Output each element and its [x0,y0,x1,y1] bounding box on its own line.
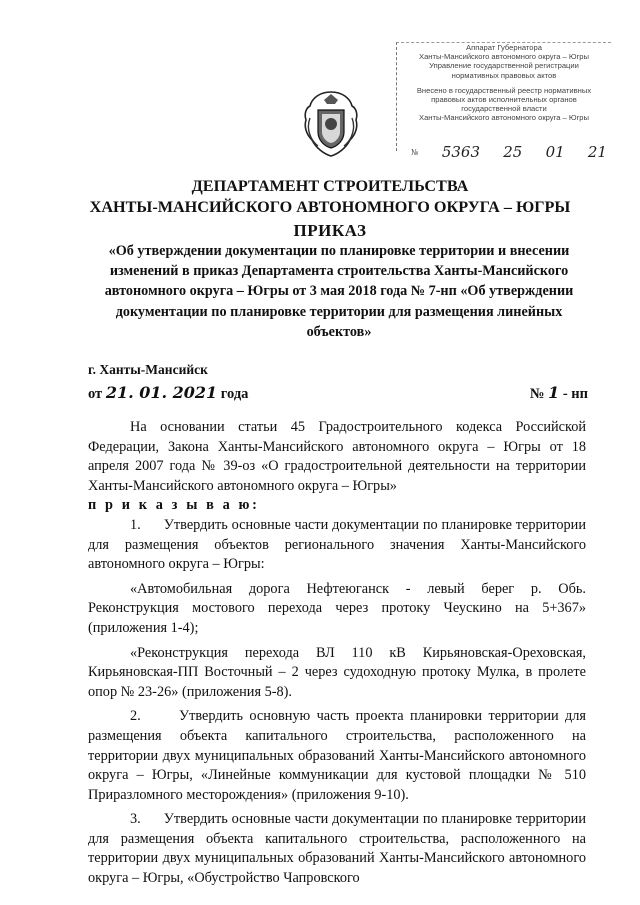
order-body [88,418,586,889]
stamp-line: государственной власти [461,104,547,114]
stamp-line: Внесено в государственный реестр нормативных [416,85,592,95]
stamp-registration-number [411,142,607,161]
stamp-day: 25 [503,142,523,161]
registration-stamp [396,42,611,161]
stamp-year: 21 [587,142,607,161]
date-prefix: от [88,386,103,402]
stamp-number-prefix: № [411,147,419,157]
item-1: 1. Утвердить основные части документации по планировке территории для размещения объектов регионального значения Ханты-Мансийского автономного округа – Югры: [88,516,586,573]
order-number [530,383,588,403]
order-word: п р и к а з ы в а ю: [88,497,260,514]
item-2: 2. Утвердить основную часть проекта планировки территории для размещения объекта капитального строительства, расположенного на территории двух муниципальных образований Ханты-Мансийского автономного округа – Югры, «Линейные коммуникации для кустовой площадки № 510 Приразломного месторождения» (приложения 9-10). [88,708,586,803]
city: г. Ханты-Мансийск [88,362,208,377]
item-3: 3. Утвердить основные части документации по планировке территории для размещения объекта капитального строительства, расположенного на территории двух муниципальных образований Ханты-Мансийского автономного округа – Югры, «Обустройство Чапровского [88,811,586,887]
date-suffix: года [220,386,249,402]
department-line-1: ДЕПАРТАМЕНТ СТРОИТЕЛЬСТВА [191,177,469,195]
item-1-b: «Реконструкция перехода ВЛ 110 кВ Кирьяновская-Ореховская, Кирьяновская-ПП Восточный – 2 через судоходную протоку Мулка, в пролете опор № 23-26» (приложения 5-8). [88,644,586,700]
doc-type: ПРИКАЗ [293,221,367,240]
department-line-2: ХАНТЫ-МАНСИЙСКОГО АВТОНОМНОГО ОКРУГА – ЮГРЫ [89,198,571,216]
number-prefix: № [529,386,545,402]
item-1-a: «Автомобильная дорога Нефтеюганск - левый берег р. Обь. Реконструкция мостового перехода через протоку Чеускино на 5+367» (приложения 1-4); [88,580,586,636]
number-suffix: - нп [562,386,588,402]
stamp-line: Ханты-Мансийского автономного округа – Югры [419,113,589,123]
stamp-line: нормативных правовых актов [451,70,557,80]
stamp-line: Аппарат Губернатора [466,43,542,52]
number-value: 1 [548,383,560,402]
stamp-number: 5363 [441,142,480,161]
intro-paragraph: На основании статьи 45 Градостроительного кодекса Российской Федерации, Закона Ханты-Мансийского автономного округа – Югры от 18 апреля 2007 года № 39-оз «О градостроительной деятельности на территории Ханты-Мансийского автономного округа – Югры» [88,419,586,494]
stamp-line: правовых актов исполнительных органов [431,95,577,105]
order-subject: «Об утверждении документации по планировке территории и внесении изменений в приказ Департамента строительства Ханты-Мансийского автономного округа – Югры от 3 мая 2018 года № 7-нп «Об утверждении документации по планировке территории для размещения линейных объектов» [104,243,574,340]
date-line [88,383,588,403]
stamp-line: Ханты-Мансийского автономного округа – Югры [419,52,589,62]
department-title [60,176,600,218]
stamp-month: 01 [545,142,565,161]
coat-of-arms-emblem [300,88,362,160]
date-value: 21. 01. 2021 [105,383,218,402]
stamp-line: Управление государственной регистрации [429,61,579,71]
